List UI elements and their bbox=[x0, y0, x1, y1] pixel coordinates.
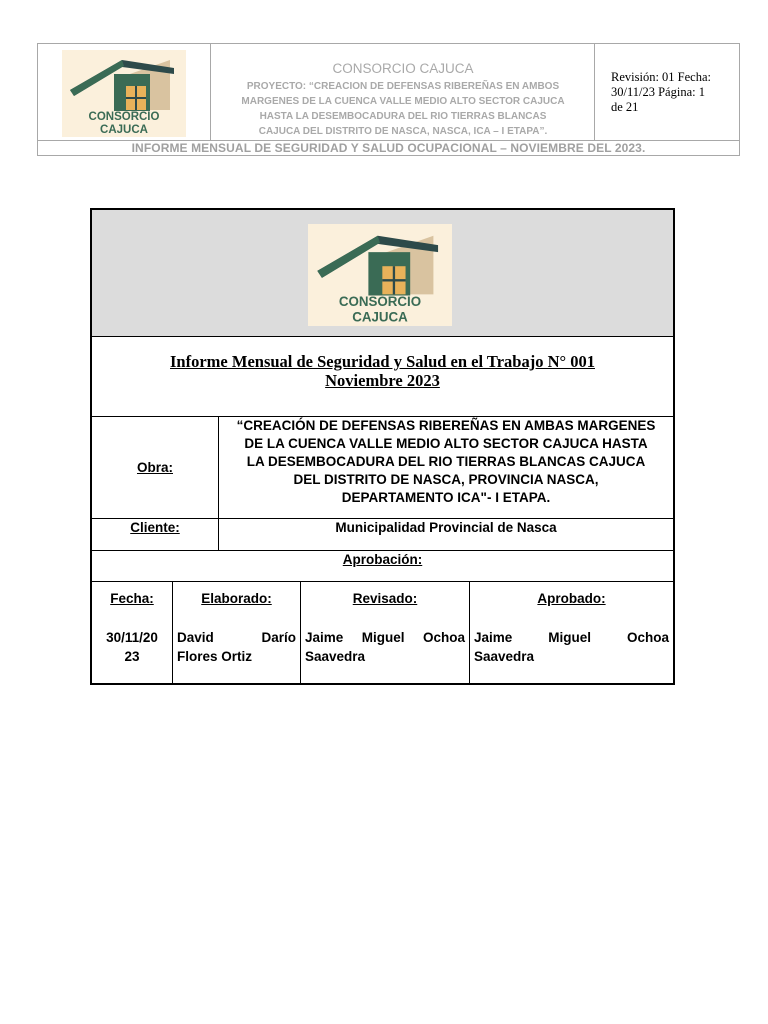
fecha-value bbox=[92, 628, 172, 666]
revision-line: de 21 bbox=[611, 100, 639, 114]
fecha-label: Fecha: bbox=[110, 591, 154, 606]
report-title-line2: Noviembre 2023 bbox=[325, 371, 440, 390]
project-line: MARGENES DE LA CUENCA VALLE MEDIO ALTO SECTOR CAJUCA bbox=[241, 96, 565, 107]
revision-line: Revisión: 01 Fecha: bbox=[611, 70, 711, 84]
header-logo-cell bbox=[38, 44, 211, 141]
header-title-cell bbox=[211, 44, 595, 141]
fecha-line: 23 bbox=[124, 649, 140, 664]
revisado-value bbox=[301, 628, 469, 666]
elaborado-column bbox=[173, 582, 301, 683]
obra-label: Obra: bbox=[92, 417, 219, 519]
revisado-line: Jaime Miguel Ochoa bbox=[305, 630, 465, 645]
cliente-label: Cliente: bbox=[92, 519, 219, 551]
project-title bbox=[231, 79, 576, 139]
logo-text-line2: CAJUCA bbox=[352, 309, 408, 325]
consorcio-cajuca-logo bbox=[308, 224, 452, 326]
revisado-column bbox=[301, 582, 470, 683]
cliente-value: Municipalidad Provincial de Nasca bbox=[219, 519, 673, 551]
aprobado-line: Jaime Miguel Ochoa bbox=[474, 630, 669, 645]
company-name: CONSORCIO CAJUCA bbox=[332, 61, 474, 76]
cover-table bbox=[90, 208, 675, 685]
page-header bbox=[37, 43, 740, 156]
elaborado-line: David Darío bbox=[177, 630, 296, 645]
aprobacion-label: Aprobación: bbox=[92, 551, 673, 582]
project-line: PROYECTO: “CREACION DE DEFENSAS RIBEREÑAS EN AMBOS bbox=[246, 81, 560, 92]
cover-logo-band bbox=[92, 210, 673, 337]
obra-line: DE LA CUENCA VALLE MEDIO ALTO SECTOR CAJUCA HASTA bbox=[244, 436, 648, 451]
project-line: HASTA LA DESEMBOCADURA DEL RIO TIERRAS BLANCAS bbox=[259, 111, 547, 122]
report-title-line1: Informe Mensual de Seguridad y Salud en el Trabajo N° 001 bbox=[170, 352, 595, 371]
obra-line: DEL DISTRITO DE NASCA, PROVINCIA NASCA, bbox=[293, 472, 599, 487]
aprobado-line: Saavedra bbox=[474, 649, 535, 664]
aprobado-column bbox=[470, 582, 673, 683]
logo-text-line1: CONSORCIO bbox=[338, 294, 422, 310]
revisado-label: Revisado: bbox=[352, 591, 418, 606]
elaborado-line: Flores Ortiz bbox=[177, 649, 253, 664]
report-title bbox=[92, 336, 673, 417]
elaborado-value bbox=[173, 628, 300, 666]
obra-line: “CREACIÓN DE DEFENSAS RIBEREÑAS EN AMBAS MARGENES bbox=[236, 418, 656, 433]
fecha-column bbox=[92, 582, 173, 683]
logo-text-line1: CONSORCIO bbox=[88, 111, 160, 123]
obra-line: LA DESEMBOCADURA DEL RIO TIERRAS BLANCAS CAJUCA bbox=[246, 454, 646, 469]
revision-line: 30/11/23 Página: 1 bbox=[611, 85, 705, 99]
obra-line: DEPARTAMENTO ICA"- I ETAPA. bbox=[341, 490, 551, 505]
revisado-line: Saavedra bbox=[305, 649, 366, 664]
fecha-line: 30/11/20 bbox=[106, 630, 158, 645]
logo-text-line2: CAJUCA bbox=[100, 124, 148, 136]
consorcio-cajuca-logo bbox=[62, 50, 186, 137]
revision-info bbox=[594, 44, 741, 141]
aprobado-value bbox=[470, 628, 673, 666]
project-line: CAJUCA DEL DISTRITO DE NASCA, NASCA, ICA – I ETAPA”. bbox=[258, 126, 548, 137]
aprobado-label: Aprobado: bbox=[537, 591, 606, 606]
obra-description bbox=[219, 417, 673, 519]
elaborado-label: Elaborado: bbox=[201, 591, 272, 606]
report-line: INFORME MENSUAL DE SEGURIDAD Y SALUD OCUPACIONAL – NOVIEMBRE DEL 2023. bbox=[38, 140, 739, 155]
